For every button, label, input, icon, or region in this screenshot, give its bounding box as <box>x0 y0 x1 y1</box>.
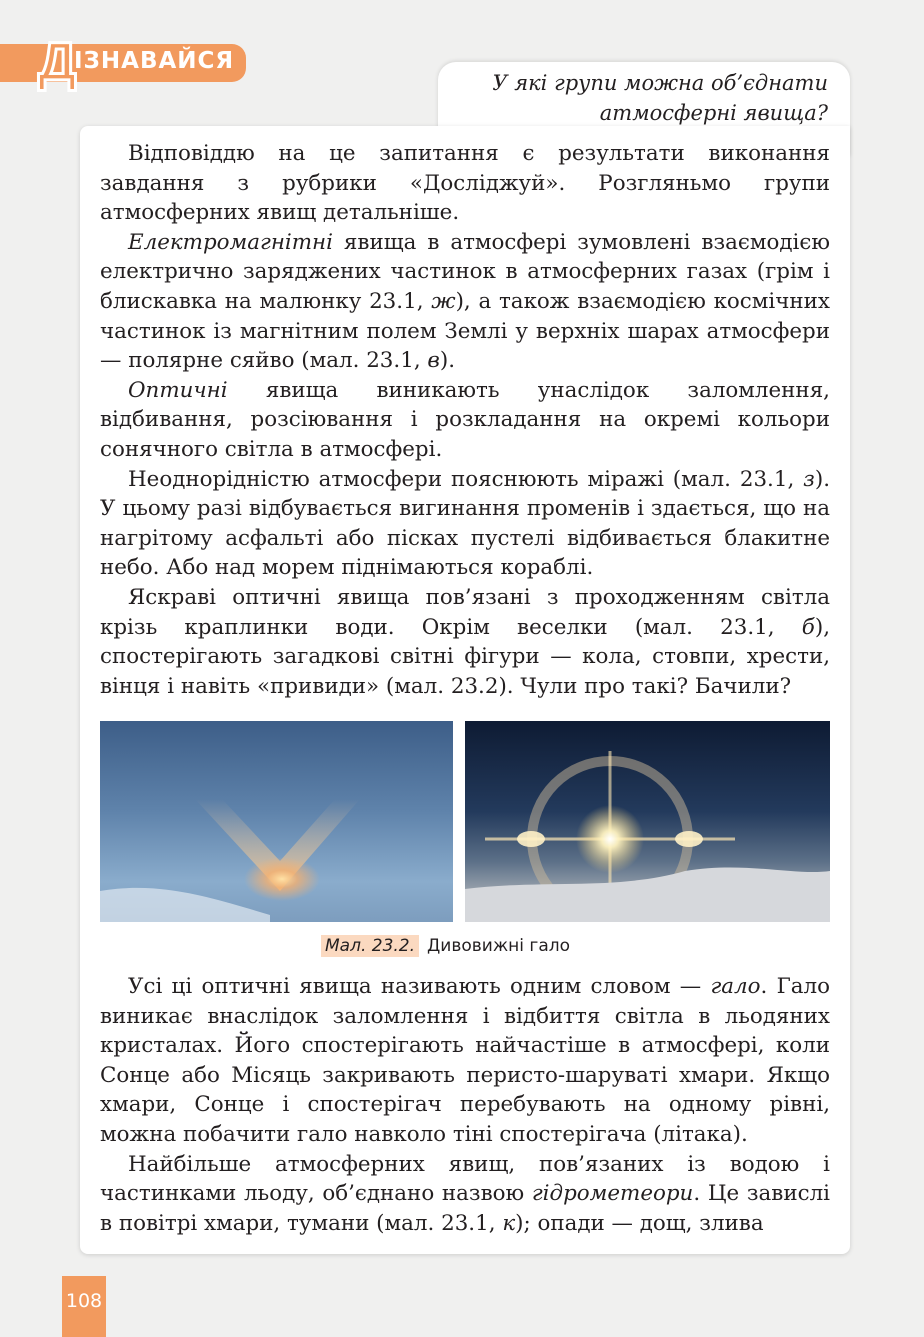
badge-label: ІЗНАВАЙСЯ <box>74 48 235 74</box>
body-text-top <box>100 139 830 701</box>
paragraph <box>100 972 830 1150</box>
paragraph <box>100 465 830 583</box>
text-segment: Неоднорідністю атмосфери пояснюють міражі (мал. 23.1, <box>128 466 804 492</box>
italic-text: Електромагнітні <box>128 229 333 255</box>
figure-caption-text: Дивовижні гало <box>427 935 571 956</box>
text-segment: ); опади — дощ, злива <box>515 1210 764 1236</box>
figure-caption <box>321 933 570 958</box>
italic-text: Оптичні <box>128 377 228 403</box>
text-segment: явища в атмосфері зумовлені взаємодією електрично заряджених частинок в атмосферних газах (грім і блискавка на малюнку 23.1, <box>100 229 830 314</box>
text-segment: ), спостерігають загадкові світні фігури — кола, стовпи, хрести, вінця і навіть «привиди» (мал. 23.2). Чули про такі? Бачили? <box>100 614 830 699</box>
italic-text: в <box>427 348 440 374</box>
text-segment: Яскраві оптичні явища пов’язані з проходженням світла крізь краплинки води. Окрім веселки (мал. 23.1, <box>100 584 830 640</box>
text-segment: Усі ці оптичні явища називають одним словом — <box>128 974 711 999</box>
halo-image-right <box>465 721 830 922</box>
figure-caption-label: Мал. 23.2. <box>321 935 419 957</box>
italic-text: з <box>803 466 815 492</box>
paragraph <box>100 1150 830 1239</box>
text-segment: ). У цьому разі відбувається вигинання променів і здається, що на нагрітому асфальті або пісках пустелі відбивається блакитне небо. Або над морем піднімаються кораблі. <box>100 466 830 581</box>
section-question: У які групи можна об’єднати атмосферні явища? <box>492 71 828 125</box>
page-number: 108 <box>62 1276 106 1337</box>
paragraph <box>100 139 830 228</box>
paragraph <box>100 376 830 465</box>
italic-text: гідрометеори <box>531 1181 694 1207</box>
text-segment: Відповіддю на це запитання є результати виконання завдання з рубрики «Досліджуй». Розгляньмо групи атмосферних явищ детальніше. <box>100 141 830 226</box>
text-segment: ). <box>439 348 456 374</box>
body-text-bottom <box>100 972 830 1238</box>
badge-initial-letter: Д <box>38 32 77 92</box>
text-segment: . Гало виникає внаслідок заломлення і відбиття світла в льодяних кристалах. Його спостерігають найчастіше в атмосфері, коли Сонце або Місяць закривають перисто-шаруваті хмари. Якщо хмари, Сонце і спостерігач перебувають на одному рівні, можна побачити гало навколо тіні спостерігача (літака). <box>100 974 830 1147</box>
italic-text: ж <box>431 288 456 314</box>
text-segment: Найбільше атмосферних явищ, пов’язаних із водою і частинками льоду, об’єднано назвою <box>100 1151 830 1207</box>
italic-text: б <box>801 614 815 640</box>
halo-photo-left <box>100 721 453 922</box>
section-badge <box>0 32 246 92</box>
text-segment: явища виникають унаслідок заломлення, відбивання, розсіювання і розкладання на окремі кольори сонячного світла в атмосфері. <box>100 377 830 462</box>
halo-photo-right <box>465 721 830 922</box>
italic-text: гало <box>710 974 761 999</box>
halo-image-left <box>100 721 453 922</box>
paragraph <box>100 583 830 701</box>
text-segment: ), а також взаємодією космічних частинок із магнітним полем Землі у верхніх шарах атмосфери — полярне сяйво (мал. 23.1, <box>100 288 830 374</box>
italic-text: к <box>502 1210 516 1236</box>
paragraph <box>100 228 830 376</box>
text-segment: . Це завислі в повітрі хмари, тумани (мал. 23.1, <box>100 1181 831 1236</box>
